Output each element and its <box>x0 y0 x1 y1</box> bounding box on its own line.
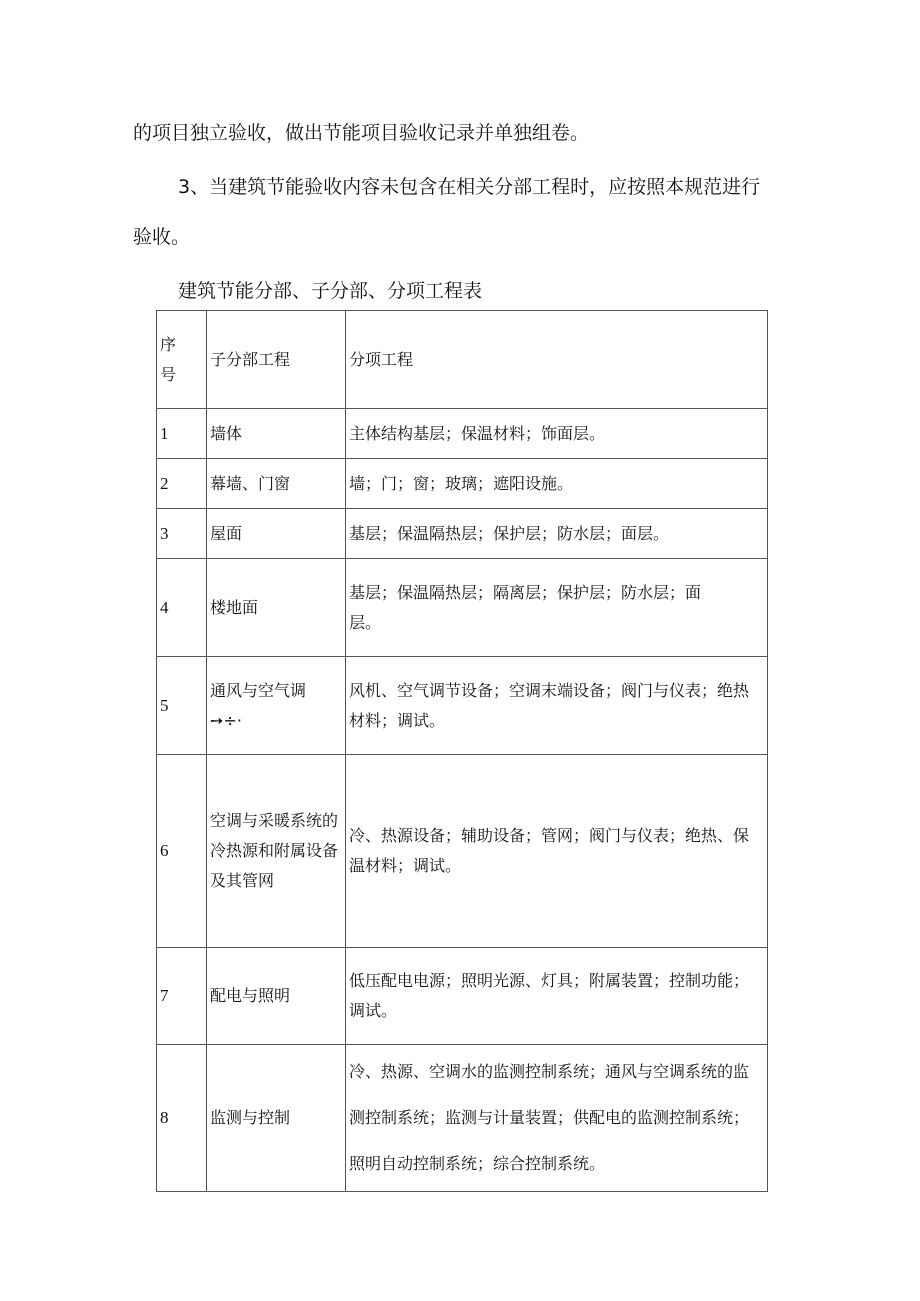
header-seq-line-2: 号 <box>160 364 177 384</box>
row-item-line: 冷、热源设备；辅助设备；管网；阀门与仪表；绝热、保 <box>349 826 750 845</box>
table-title: 建筑节能分部、子分部、分项工程表 <box>178 280 483 302</box>
header-seq-line-1: 序 <box>160 334 177 354</box>
row-seq: 6 <box>157 755 207 948</box>
row-item-line: 材料；调试。 <box>349 710 446 730</box>
row-subdivision <box>207 459 346 509</box>
paragraph-continuation: 的项目独立验收，做出节能项目验收记录并单独组卷。 <box>133 122 590 144</box>
row-sub-line: ➙÷· <box>210 710 242 730</box>
row-item-line: 风机、空气调节设备；空调末端设备；阀门与仪表；绝热 <box>349 680 750 700</box>
row-item-line: 照明自动控制系统；综合控制系统。 <box>349 1154 606 1173</box>
row-sub-line: 幕墙、门窗 <box>210 473 291 493</box>
row-item-line: 主体结构基层；保温材料；饰面层。 <box>349 423 606 443</box>
row-item-line: 调试。 <box>349 1001 398 1020</box>
paragraph-item-3-line-2: 验收。 <box>133 226 191 248</box>
row-item-line: 低压配电电源；照明光源、灯具；附属装置；控制功能； <box>349 971 750 990</box>
row-subdivision <box>207 409 346 459</box>
row-item-line: 冷、热源、空调水的监测控制系统；通风与空调系统的监 <box>349 1062 750 1081</box>
header-subdivision: 子分部工程 <box>207 311 346 409</box>
row-seq: 1 <box>157 409 207 459</box>
table-row <box>157 509 768 559</box>
row-items <box>346 1045 768 1192</box>
row-item-line: 测控制系统；监测与计量装置；供配电的监测控制系统； <box>349 1108 750 1127</box>
energy-saving-table <box>156 310 768 1192</box>
row-seq: 3 <box>157 509 207 559</box>
row-items <box>346 459 768 509</box>
row-seq: 5 <box>157 657 207 755</box>
row-seq: 4 <box>157 559 207 657</box>
row-sub-line: 通风与空气调 <box>210 680 307 700</box>
table-header-row <box>157 311 768 409</box>
row-subdivision <box>207 755 346 948</box>
row-item-line: 温材料；调试。 <box>349 856 462 875</box>
row-items <box>346 657 768 755</box>
row-sub-line: 空调与采暖系统的 <box>210 811 339 830</box>
row-sub-line: 楼地面 <box>210 597 259 617</box>
table-row <box>157 657 768 755</box>
row-items <box>346 948 768 1045</box>
row-item-line: 基层；保温隔热层；隔离层；保护层；防水层；面 <box>349 582 702 602</box>
row-items <box>346 755 768 948</box>
row-items <box>346 509 768 559</box>
row-seq: 2 <box>157 459 207 509</box>
row-item-line: 层。 <box>349 612 382 632</box>
paragraph-item-3-line-1: 3、当建筑节能验收内容未包含在相关分部工程时，应按照本规范进行 <box>178 176 761 198</box>
table-row <box>157 409 768 459</box>
row-seq: 7 <box>157 948 207 1045</box>
table-row <box>157 755 768 948</box>
table-row <box>157 948 768 1045</box>
row-sub-line: 墙体 <box>210 423 243 443</box>
row-subdivision <box>207 1045 346 1192</box>
table-row <box>157 559 768 657</box>
row-item-line: 墙；门；窗；玻璃；遮阳设施。 <box>349 473 574 493</box>
row-subdivision <box>207 509 346 559</box>
table-row <box>157 459 768 509</box>
row-items <box>346 409 768 459</box>
row-subdivision <box>207 559 346 657</box>
row-subdivision <box>207 657 346 755</box>
row-sub-line: 配电与照明 <box>210 986 291 1005</box>
row-sub-line: 及其管网 <box>210 871 275 890</box>
row-seq: 8 <box>157 1045 207 1192</box>
row-subdivision <box>207 948 346 1045</box>
header-seq <box>157 311 207 409</box>
row-sub-line: 屋面 <box>210 523 243 543</box>
header-items: 分项工程 <box>346 311 768 409</box>
table-row <box>157 1045 768 1192</box>
row-items <box>346 559 768 657</box>
row-item-line: 基层；保温隔热层；保护层；防水层；面层。 <box>349 523 670 543</box>
row-sub-line: 冷热源和附属设备 <box>210 841 339 860</box>
row-sub-line: 监测与控制 <box>210 1108 291 1127</box>
